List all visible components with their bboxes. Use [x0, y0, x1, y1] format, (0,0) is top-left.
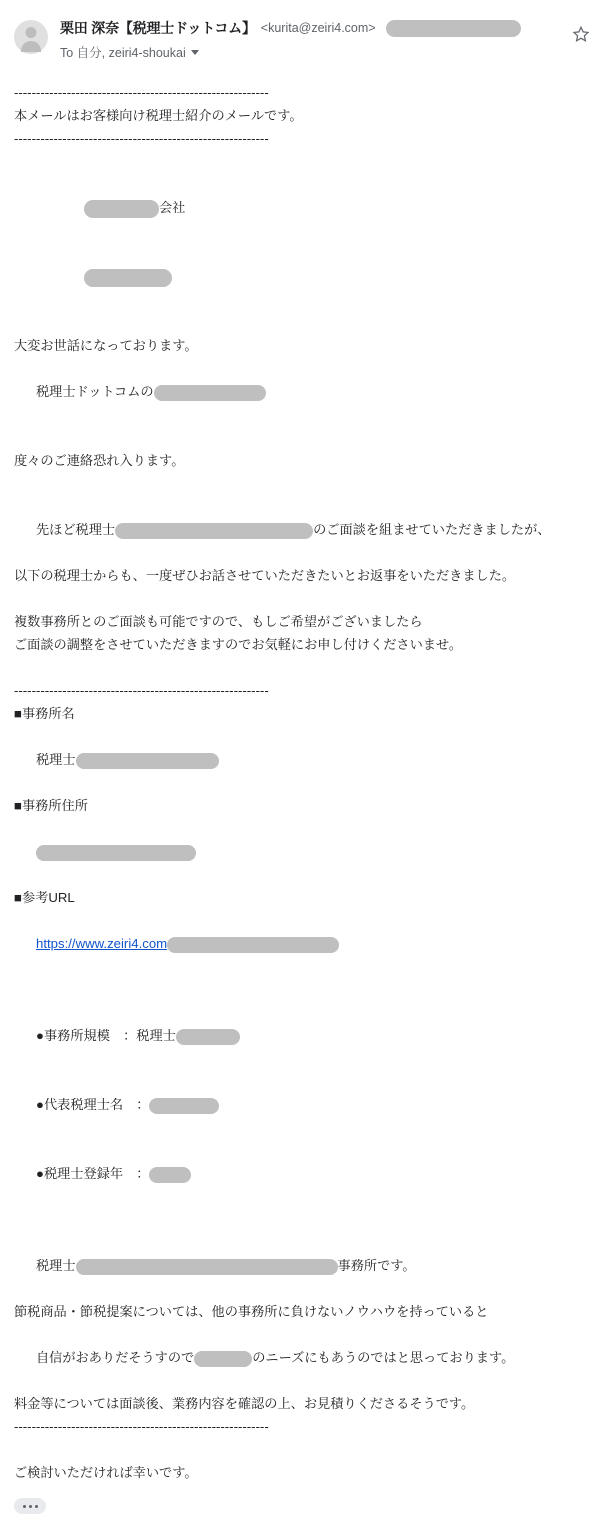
label-rep: ●代表税理士名 ：: [35, 1097, 150, 1112]
redacted-staff-name: [154, 385, 266, 401]
para1-b: のご面談を組ませていただきましたが、: [313, 522, 551, 537]
rep-line: [14, 1070, 590, 1139]
redacted-sender-extra: [386, 20, 521, 37]
recipient-label: To 自分, zeiri4-shoukai: [60, 46, 186, 60]
redacted-url-tail: [167, 937, 339, 953]
redacted-reg-year: [149, 1167, 191, 1183]
dot-3: [35, 1505, 38, 1508]
sender-email: <kurita@zeiri4.com>: [260, 21, 376, 35]
star-icon[interactable]: [572, 25, 590, 43]
para3-b: 事務所です。: [337, 1258, 416, 1273]
header-main: [48, 18, 590, 61]
company-line: [14, 173, 590, 242]
email-body: [0, 61, 604, 1484]
greeting-line: 大変お世話になっております。: [14, 338, 198, 353]
email-header: [0, 0, 604, 61]
intro-line: 本メールはお客様向け税理士紹介のメールです。: [14, 108, 303, 123]
label-office-address: ■事務所住所: [14, 798, 88, 813]
redacted-company-name: [84, 200, 159, 218]
office-name-prefix: 税理士: [35, 752, 76, 767]
expand-trimmed-content-button[interactable]: [14, 1498, 46, 1514]
para3-a: 税理士: [35, 1258, 76, 1273]
self-intro-text: 税理士ドットコムの: [35, 384, 154, 399]
label-scale: ●事務所規模 ：税理士: [35, 1028, 176, 1043]
closing-line: ご検討いただければ幸いです。: [14, 1465, 198, 1480]
redacted-client-name: [194, 1351, 252, 1367]
redacted-office-desc: [76, 1259, 338, 1275]
para3-line2: 節税商品・節税提案については、他の事務所に負けないノウハウを持っていると: [14, 1304, 489, 1319]
redacted-tax-accountant-1: [115, 523, 313, 539]
para1-a: 先ほど税理士: [35, 522, 116, 537]
spacer: [14, 1208, 590, 1231]
spacer: [14, 472, 590, 495]
recipient-line[interactable]: [60, 43, 590, 61]
redacted-rep-name: [149, 1098, 219, 1114]
dot-1: [23, 1505, 26, 1508]
spacer: [14, 978, 590, 1001]
spacer: [14, 587, 590, 610]
redacted-office-address: [36, 845, 196, 861]
self-intro-line: [14, 357, 590, 426]
company-line-2: [14, 242, 590, 311]
office-name-value: [14, 725, 590, 794]
spacer: [14, 311, 590, 334]
label-reg-year: ●税理士登録年 ：: [35, 1166, 150, 1181]
sender-line: [60, 18, 590, 38]
divider-top: ----------------------------------------------------------: [14, 85, 269, 100]
para3-line4: 料金等については面談後、業務内容を確認の上、お見積りくださるそうです。: [14, 1396, 475, 1411]
spacer: [14, 1438, 590, 1461]
para1-line1: [14, 495, 590, 564]
spacer: [14, 656, 590, 679]
divider-mid: ----------------------------------------------------------: [14, 683, 269, 698]
label-reference-url: ■参考URL: [14, 890, 75, 905]
para2-line1: 複数事務所とのご面談も可能ですので、もしご希望がございましたら: [14, 614, 423, 629]
para3-e: のニーズにもあうのではと思っております。: [252, 1350, 515, 1365]
para1-line2: 以下の税理士からも、一度ぜひお話させていただきたいとお返事をいただきました。: [14, 568, 516, 583]
dot-2: [29, 1505, 32, 1508]
reference-url-value: [14, 909, 590, 978]
divider-top2: ----------------------------------------------------------: [14, 131, 269, 146]
redacted-scale: [176, 1029, 240, 1045]
reference-url-link[interactable]: https://www.zeiri4.com: [35, 936, 168, 951]
para3-line1: [14, 1231, 590, 1300]
chevron-down-icon[interactable]: [191, 50, 199, 55]
redacted-office-name: [76, 753, 219, 769]
label-office-name: ■事務所名: [14, 706, 75, 721]
avatar: [14, 20, 48, 54]
spacer: [14, 150, 590, 173]
divider-bottom: ----------------------------------------------------------: [14, 1419, 269, 1434]
scale-line: [14, 1001, 590, 1070]
redacted-company-sub: [84, 269, 172, 287]
sender-name: 栗田 深奈【税理士ドットコム】: [60, 20, 256, 36]
para3-d: 自信がおありだそうすので: [35, 1350, 195, 1365]
apology-line: 度々のご連絡恐れ入ります。: [14, 453, 185, 468]
spacer: [14, 426, 590, 449]
company-suffix: 会社: [158, 200, 186, 215]
reg-year-line: [14, 1139, 590, 1208]
para2-line2: ご面談の調整をさせていただきますのでお気軽にお申し付けくださいませ。: [14, 637, 462, 652]
office-address-value: [14, 817, 590, 886]
para3-line3: [14, 1323, 590, 1392]
